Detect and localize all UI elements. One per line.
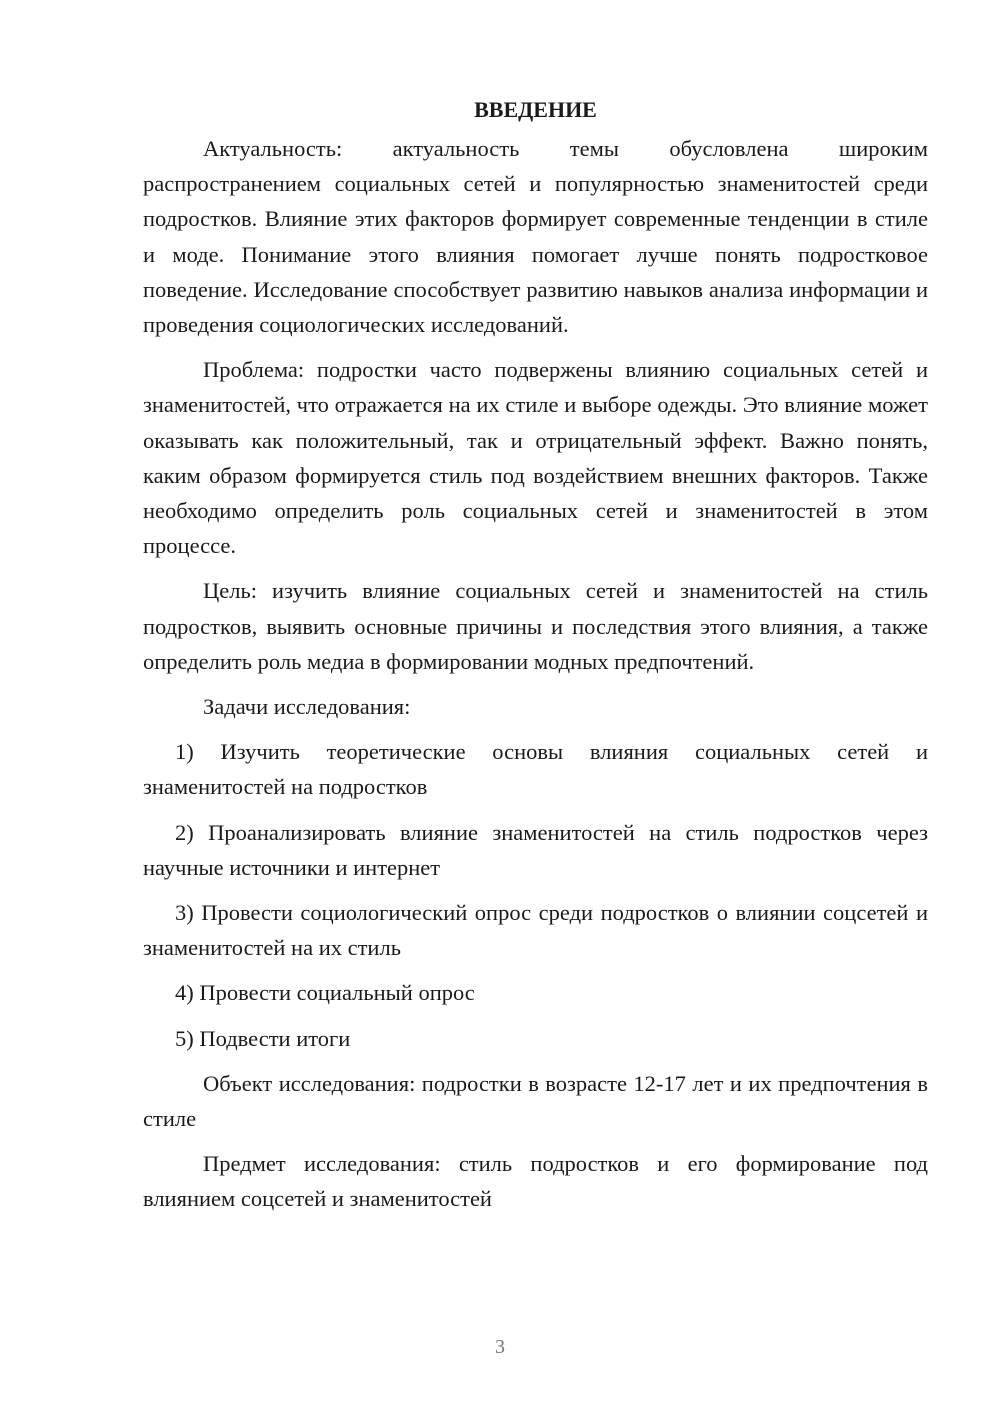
task-item-4: 4) Провести социальный опрос — [175, 980, 475, 1006]
paragraph-problem: Проблема: подростки часто подвержены влиянию социальных сетей и знаменитостей, что отражается на их стиле и выборе одежды. Это влияние может оказывать как положительный, так и отрицательный эффект. Важно понять, каким образом формируется стиль под воздействием внешних факторов. Также необходимо определить роль социальных сетей и знаменитостей в этом процессе. — [143, 357, 928, 559]
task-item-3: 3) Провести социологический опрос среди подростков о влиянии соцсетей и знаменитостей на их стиль — [143, 900, 928, 961]
paragraph-goal: Цель: изучить влияние социальных сетей и знаменитостей на стиль подростков, выявить основные причины и последствия этого влияния, а также определить роль медиа в формировании модных предпочтений. — [143, 578, 928, 674]
task-item-5: 5) Подвести итоги — [175, 1025, 351, 1051]
tasks-heading: Задачи исследования: — [203, 694, 411, 720]
paragraph-relevance: Актуальность: актуальность темы обусловлена широким распространением социальных сетей и популярностью знаменитостей среди подростков. Влияние этих факторов формирует современные тенденции в стиле и моде. Понимание этого влияния помогает лучше понять подростковое поведение. Исследование способствует развитию навыков анализа информации и проведения социологических исследований. — [143, 136, 928, 338]
page-title: ВВЕДЕНИЕ — [474, 97, 597, 122]
paragraph-subject: Предмет исследования: стиль подростков и его формирование под влиянием соцсетей и знаменитостей — [143, 1151, 928, 1212]
page-number: 3 — [495, 1336, 505, 1358]
task-item-1: 1) Изучить теоретические основы влияния социальных сетей и знаменитостей на подростков — [143, 739, 928, 800]
page-content — [143, 92, 928, 1217]
task-item-2: 2) Проанализировать влияние знаменитостей на стиль подростков через научные источники и интернет — [143, 819, 928, 880]
paragraph-object: Объект исследования: подростки в возрасте 12-17 лет и их предпочтения в стиле — [143, 1070, 928, 1132]
